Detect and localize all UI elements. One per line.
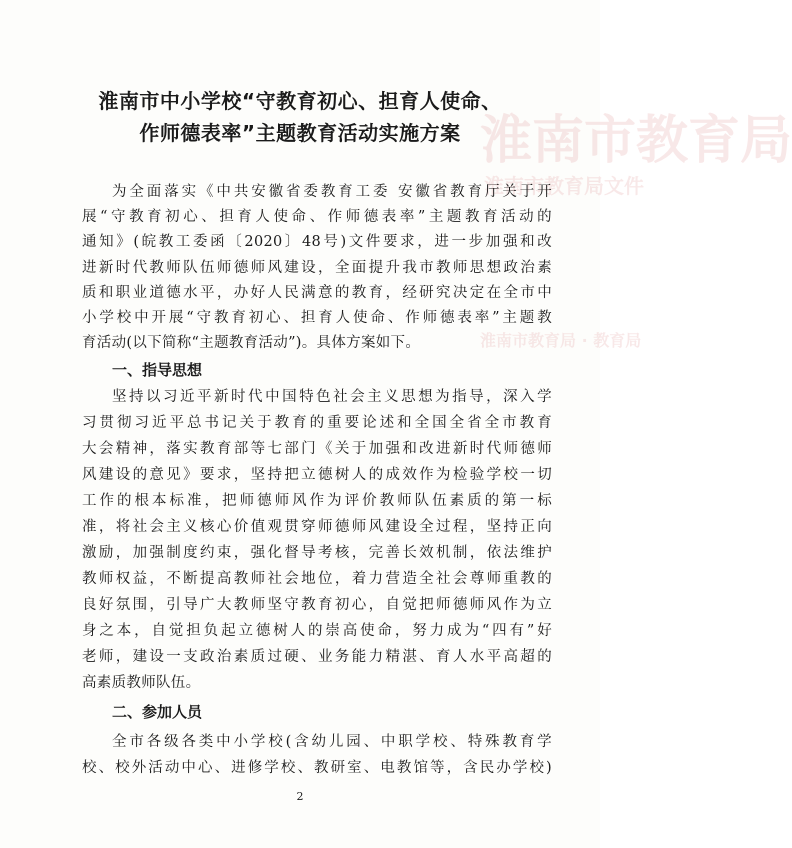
section1-line: 激励，加强制度约束，强化督导考核，完善长效机制，依法维护	[82, 545, 552, 561]
intro-line: 通知》(皖教工委函〔2020〕48号)文件要求，进一步加强和改	[82, 234, 552, 250]
section2-line: 全市各级各类中小学校(含幼儿园、中职学校、特殊教育学	[112, 734, 552, 750]
intro-line: 为全面落实《中共安徽省委教育工委 安徽省教育厅关于开	[112, 184, 552, 200]
section1-line: 教师权益，不断提高教师社会地位，着力营造全社会尊师重教的	[82, 571, 552, 587]
section1-line: 准，将社会主义核心价值观贯穿师德师风建设全过程，坚持正向	[82, 519, 552, 535]
section2-line: 校、校外活动中心、进修学校、教研室、电教馆等，含民办学校)	[82, 760, 552, 776]
section1-line: 坚持以习近平新时代中国特色社会主义思想为指导，深入学	[112, 389, 552, 405]
watermark-subtext: 淮南市教育局文件	[484, 174, 644, 198]
intro-line: 小学校中开展“守教育初心、担育人使命、作师德表率”主题教	[82, 310, 552, 326]
intro-line: 进新时代教师队伍师德师风建设，全面提升我市教师思想政治素	[82, 260, 552, 276]
section1-line: 习贯彻习近平总书记关于教育的重要论述和全国全省全市教育	[82, 415, 552, 431]
section-heading-participants: 二、参加人员	[112, 703, 203, 721]
watermark-bottom-text: 淮南市教育局 · 教育局	[480, 331, 642, 350]
section1-line: 高素质教师队伍。	[82, 675, 201, 691]
intro-line: 育活动(以下简称“主题教育活动”)。具体方案如下。	[82, 335, 421, 351]
section1-line: 风建设的意见》要求，坚持把立德树人的成效作为检验学校一切	[82, 467, 552, 483]
section1-line: 老师，建设一支政治素质过硬、业务能力精湛、育人水平高超的	[82, 649, 552, 665]
section1-line: 身之本，自觉担负起立德树人的崇高使命，努力成为“四有”好	[82, 623, 552, 639]
section1-line: 大会精神，落实教育部等七部门《关于加强和改进新时代师德师	[82, 441, 552, 457]
document-title-line-1: 淮南市中小学校“守教育初心、担育人使命、	[98, 89, 502, 113]
section-heading-guiding-thought: 一、指导思想	[112, 361, 203, 379]
watermark-text: 淮南市教育局	[480, 111, 792, 171]
document-title-line-2: 作师德表率”主题教育活动实施方案	[139, 121, 461, 145]
section1-line: 良好氛围，引导广大教师坚守教育初心，自觉把师德师风作为立	[82, 597, 552, 613]
section1-line: 工作的根本标准，把师德师风作为评价教师队伍素质的第一标	[82, 493, 552, 509]
intro-line: 质和职业道德水平，办好人民满意的教育，经研究决定在全市中	[82, 285, 552, 301]
intro-line: 展“守教育初心、担育人使命、作师德表率”主题教育活动的	[82, 209, 552, 225]
page-number: 2	[296, 790, 304, 803]
